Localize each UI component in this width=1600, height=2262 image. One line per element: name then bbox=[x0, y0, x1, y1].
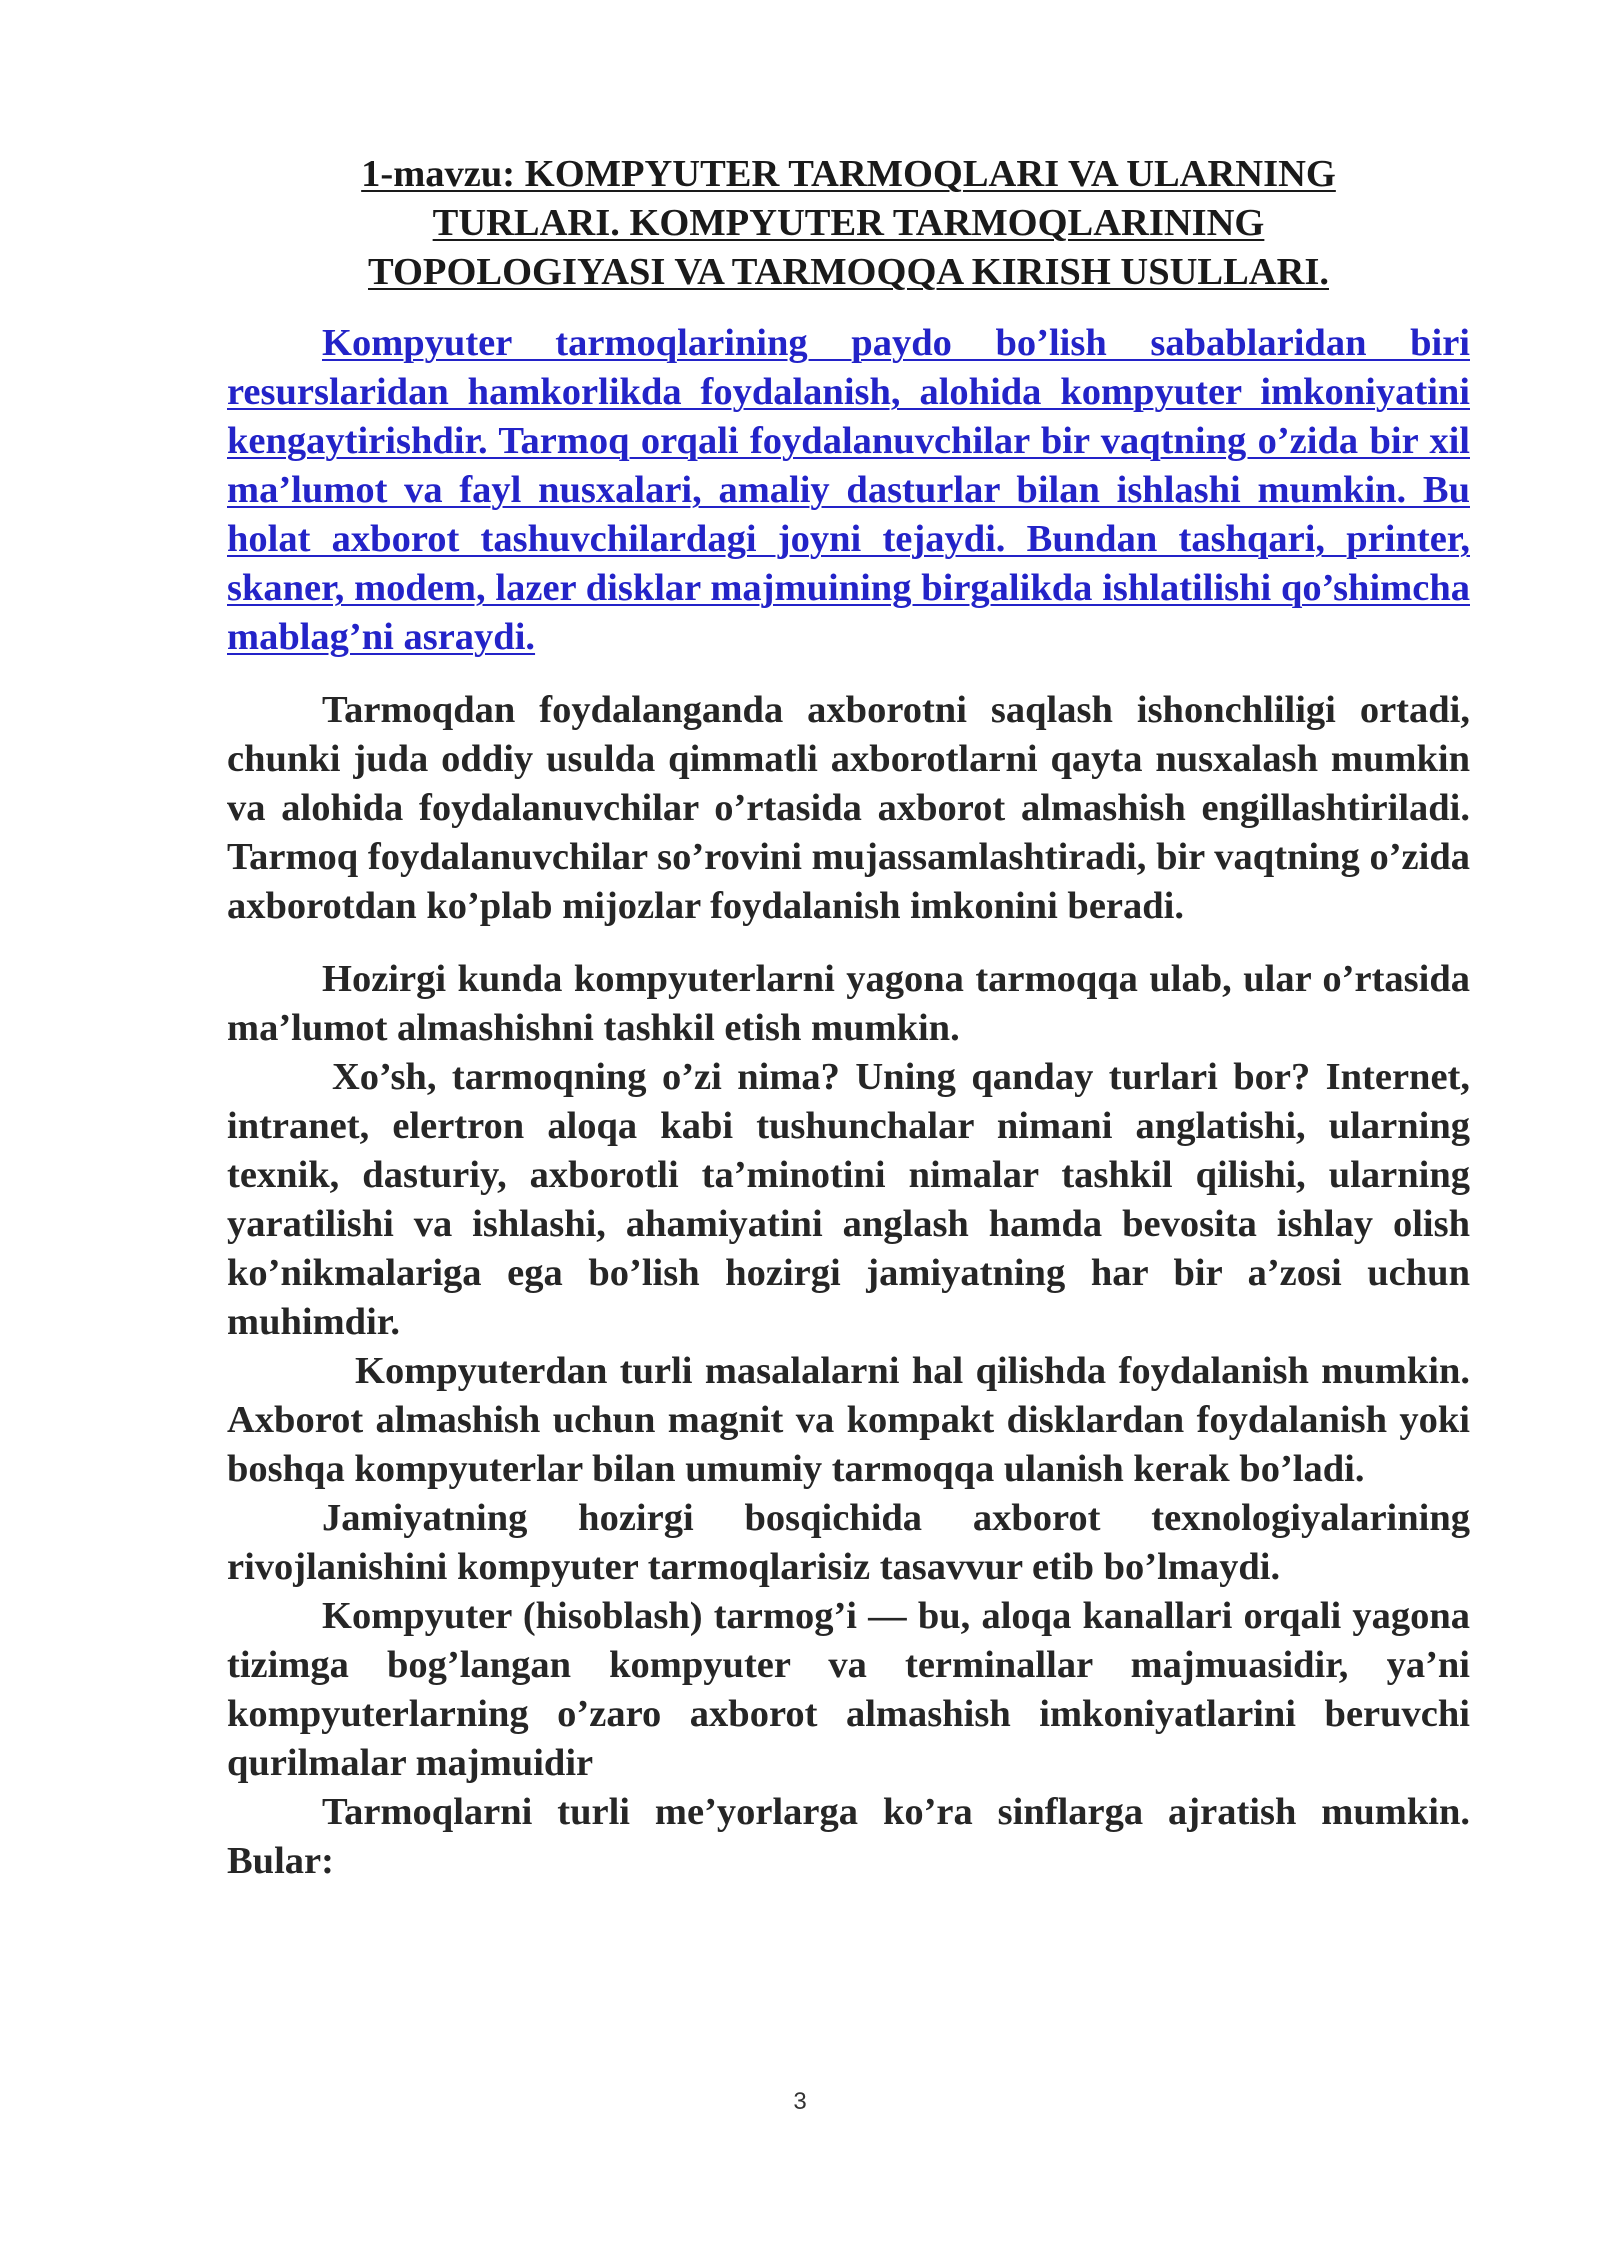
paragraph: Tarmoqdan foydalanganda axborotni saqlash ishonchliligi ortadi, chunki juda oddiy usulda qimmatli axborotlarni qayta nusxalash mumkin va alohida foydalanuvchilar o’rtasida axborot almashish engillashtiriladi. Tarmoq foydalanuvchilar so’rovini mujassamlashtiradi, bir vaqtning o’zida axborotdan ko’plab mijozlar foydalanish imkonini beradi. bbox=[227, 689, 1470, 927]
paragraph: Jamiyatning hozirgi bosqichida axborot texnologiyalarining rivojlanishini kompyuter tarmoqlarisiz tasavvur etib bo’lmaydi. bbox=[227, 1497, 1470, 1588]
title-line: TURLARI. KOMPYUTER TARMOQLARINING bbox=[432, 202, 1265, 244]
paragraph: Tarmoqlarni turli me’yorlarga ko’ra sinflarga ajratish mumkin. Bular: bbox=[227, 1791, 1470, 1882]
paragraph: Kompyuterdan turli masalalarni hal qilishda foydalanish mumkin. Axborot almashish uchun magnit va kompakt disklardan foydalanish yoki boshqa kompyuterlar bilan umumiy tarmoqqa ulanish kerak bo’ladi. bbox=[227, 1350, 1470, 1490]
page-title bbox=[227, 150, 1470, 297]
title-line: TOPOLOGIYASI VA TARMOQQA KIRISH USULLARI. bbox=[368, 251, 1329, 293]
paragraph: Kompyuter (hisoblash) tarmog’i — bu, aloqa kanallari orqali yagona tizimga bog’langan kompyuter va terminallar majmuasidir, ya’ni kompyuterlarning o’zaro axborot almashish imkoniyatlarini beruvchi qurilmalar majmuidir bbox=[227, 1595, 1470, 1784]
paragraph: Xo’sh, tarmoqning o’zi nima? Uning qanday turlari bor? Internet, intranet, elertron aloqa kabi tushunchalar nimani anglatishi, ularning texnik, dasturiy, axborotli ta’minotini nimalar tashkil qilishi, ularning yaratilishi va ishlashi, ahamiyatini anglash hamda bevosita ishlay olish ko’nikmalariga ega bo’lish hozirgi jamiyatning har bir a’zosi uchun muhimdir. bbox=[227, 1056, 1470, 1343]
highlighted-paragraph[interactable]: Kompyuter tarmoqlarining paydo bo’lish sabablaridan biri resurslaridan hamkorlikda foydalanish, alohida kompyuter imkoniyatini kengaytirishdir. Tarmoq orqali foydalanuvchilar bir vaqtning o’zida bir xil ma’lumot va fayl nusxalari, amaliy dasturlar bilan ishlashi mumkin. Bu holat axborot tashuvchilardagi joyni tejaydi. Bundan tashqari, printer, skaner, modem, lazer disklar majmuining birgalikda ishlatilishi qo’shimcha mablag’ni asraydi. bbox=[227, 322, 1470, 658]
document-body bbox=[227, 150, 1470, 1886]
page-number: 3 bbox=[793, 2088, 807, 2115]
title-line: 1-mavzu: KOMPYUTER TARMOQLARI VA ULARNING bbox=[361, 153, 1336, 195]
paragraph: Hozirgi kunda kompyuterlarni yagona tarmoqqa ulab, ular o’rtasida ma’lumot almashishni tashkil etish mumkin. bbox=[227, 958, 1470, 1049]
